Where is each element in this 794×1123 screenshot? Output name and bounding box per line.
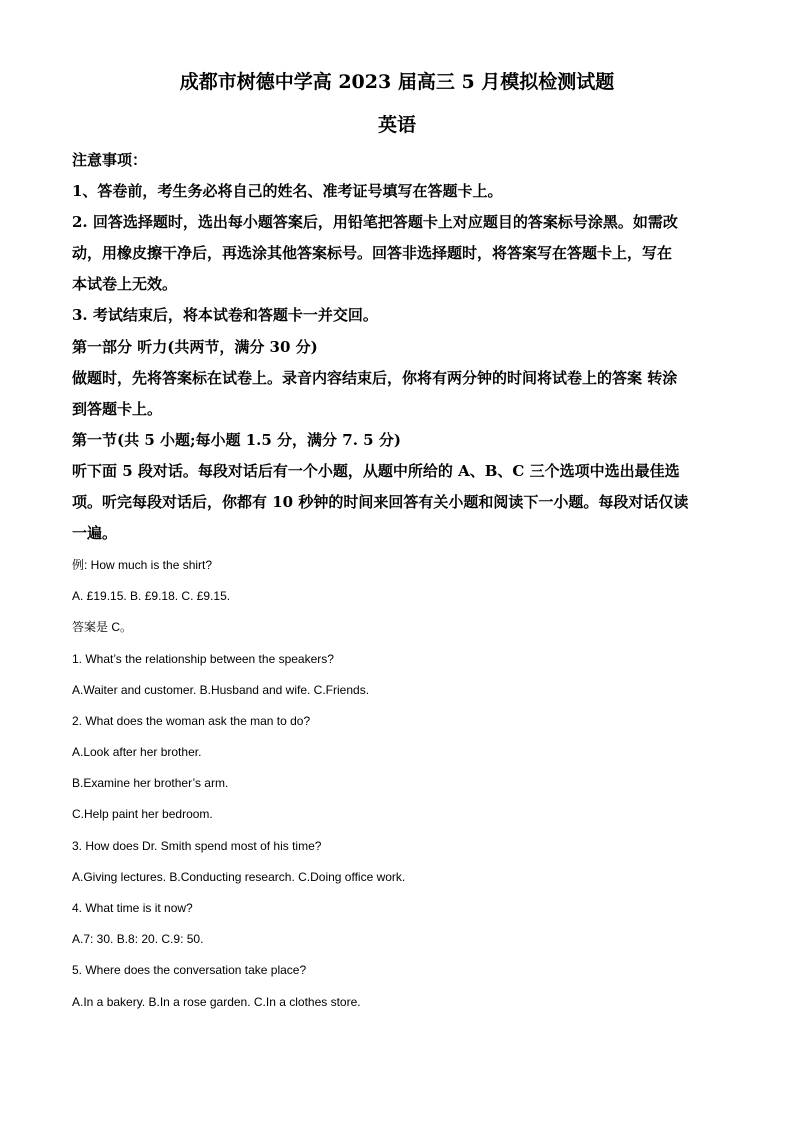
question-1-options: A.Waiter and customer. B.Husband and wife. C.Friends.: [72, 683, 370, 697]
question-3: 3. How does Dr. Smith spend most of his time?: [72, 839, 322, 853]
notes-heading: 注意事项：: [72, 151, 148, 169]
note-item-3: 3. 考试结束后，将本试卷和答题卡一并交回。: [72, 306, 378, 324]
subject-title: 英语: [377, 114, 416, 136]
example-answer: 答案是 C。: [72, 620, 133, 634]
note-item-1: 1、答卷前，考生务必将自己的姓名、准考证号填写在答题卡上。: [72, 182, 503, 200]
question-3-options: A.Giving lectures. B.Conducting research. C.Doing office work.: [72, 870, 406, 884]
question-5-options: A.In a bakery. B.In a rose garden. C.In a clothes store.: [72, 995, 361, 1009]
part1-intro-line-1: 做题时，先将答案标在试卷上。录音内容结束后，你将有两分钟的时间将试卷上的答案 转涂: [72, 369, 678, 387]
part1-heading: 第一部分 听力(共两节，满分 30 分): [72, 338, 318, 356]
question-5: 5. Where does the conversation take place?: [72, 963, 307, 977]
note-item-2-line-3: 本试卷上无效。: [72, 275, 178, 293]
question-2-option-b: B.Examine her brother’s arm.: [72, 776, 229, 790]
example-question: 例: How much is the shirt?: [72, 558, 213, 572]
example-options: A. £19.15. B. £9.18. C. £9.15.: [72, 589, 231, 603]
question-1: 1. What’s the relationship between the speakers?: [72, 652, 334, 666]
section1-intro-line-1: 听下面 5 段对话。每段对话后有一个小题，从题中所给的 A、B、C 三个选项中选出最佳选: [72, 462, 680, 480]
question-4: 4. What time is it now?: [72, 901, 193, 915]
question-4-options: A.7: 30. B.8: 20. C.9: 50.: [72, 932, 204, 946]
question-2: 2. What does the woman ask the man to do?: [72, 714, 311, 728]
page-title: 成都市树德中学高 2023 届高三 5 月模拟检测试题: [179, 71, 615, 93]
question-2-option-c: C.Help paint her bedroom.: [72, 807, 213, 821]
section1-intro-line-2: 项。听完每段对话后，你都有 10 秒钟的时间来回答有关小题和阅读下一小题。每段对话仅读: [72, 493, 689, 511]
note-item-2-line-1: 2. 回答选择题时，选出每小题答案后，用铅笔把答题卡上对应题目的答案标号涂黑。如需改: [72, 213, 678, 231]
note-item-2-line-2: 动，用橡皮擦干净后，再选涂其他答案标号。回答非选择题时，将答案写在答题卡上，写在: [72, 244, 673, 262]
question-2-option-a: A.Look after her brother.: [72, 745, 202, 759]
part1-intro-line-2: 到答题卡上。: [72, 400, 163, 418]
section1-intro-line-3: 一遍。: [72, 524, 118, 542]
section1-heading: 第一节(共 5 小题;每小题 1.5 分，满分 7. 5 分): [72, 431, 401, 449]
